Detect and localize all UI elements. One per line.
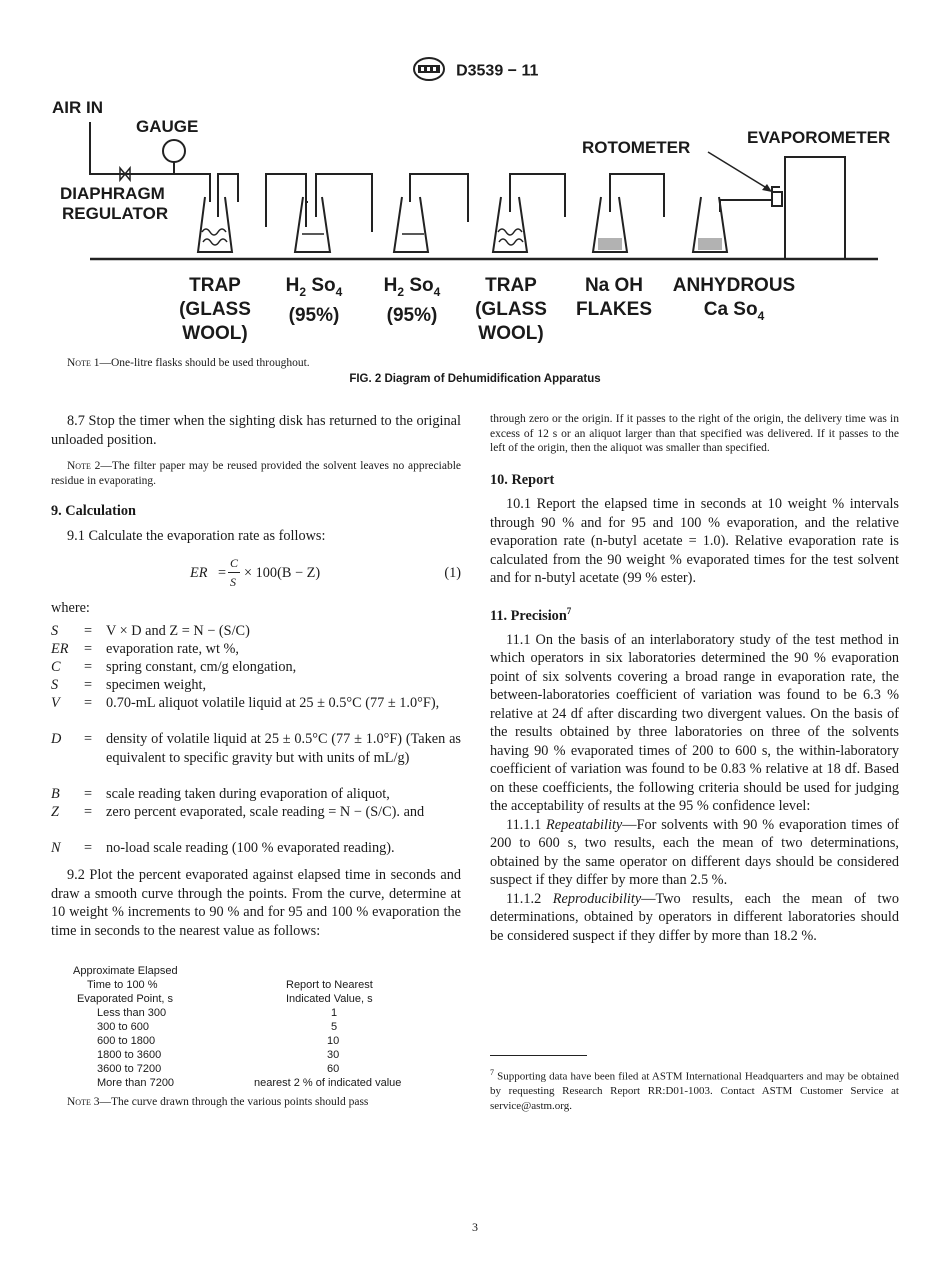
right-column <box>490 412 899 945</box>
table-cell: 600 to 1800 <box>97 1035 156 1047</box>
def-row: B = scale reading taken during evaporation of aliquot, <box>51 786 390 802</box>
para-10-1: 10.1 Report the elapsed time in seconds at 10 weight % intervals through 90 % and for 95 and 100 % evaporation, and the relative evaporation rate (n-butyl acetate = 1.0). Relative evaporation rate is calculated from the 90 weight % evaporated times for the test solvent and for n-butyl acetate (99 % ester). <box>490 496 899 586</box>
note-3-continued: through zero or the origin. If it passes to the right of the origin, the delivery time was in excess of 12 s or an aliquot larger than that specified was delivered. If it passes to the left of the origin, then the aliquot was smaller than specified. <box>490 413 899 454</box>
para-11-1: 11.1 On the basis of an interlaboratory study of the test method in which operators in six laboratories determined the 90 % evaporation point of six solvents covering a broad range in evaporation rate, the between-laboratories coefficient of variation was found to be 6.3 % relative at 24 df after discarding two divergent values. On the basis of the results obtained by three laboratories on three of the solvents having 90 % evaporated times of 200 to 600 s, the within-laboratory coefficient of variation was found to be 0.83 % relative at 18 df. Based on these coefficients, the following criteria should be used for judging the acceptability of results at the 95 % confidence level: <box>490 631 899 815</box>
table-cell: Less than 300 <box>97 1007 167 1019</box>
evaporometer-icon <box>785 157 845 259</box>
section-11-heading: 11. Precision$^7$ <box>490 605 572 624</box>
table-header: Approximate Elapsed <box>73 965 178 977</box>
flask-label-trap-1: TRAP (GLASS WOOL) <box>179 275 251 344</box>
para-11-1-2: 11.1.2 Reproducibility—Two results, each the mean of two determinations, obtained by operators in different laboratories should be considered suspect if they differ by more than 18.2 %. <box>490 890 899 944</box>
def-row: S = V × D and Z = N − (S/C) <box>51 623 250 639</box>
page-header <box>0 56 950 87</box>
table-header: Report to Nearest <box>286 979 373 991</box>
label-gauge: GAUGE <box>136 117 199 136</box>
footnote-divider <box>490 1055 587 1056</box>
dehumidification-diagram <box>50 92 920 352</box>
def-row: D = density of volatile liquid at 25 ± 0.5°C (77 ± 1.0°F) (Taken as equivalent to specific gravity but with units of mL/g) <box>51 731 461 766</box>
label-evaporometer: EVAPOROMETER <box>747 128 891 147</box>
flask-1 <box>198 197 232 252</box>
table-cell: 10 <box>327 1035 340 1047</box>
table-cell: 300 to 600 <box>97 1021 149 1033</box>
table-header: Indicated Value, s <box>286 993 373 1005</box>
page-number: 3 <box>472 1220 478 1234</box>
para-11-1-1: 11.1.1 Repeatability—For solvents with 90 % evaporation times of 200 to 600 s, two results, each the mean of two determinations, obtained by the same operator on different days should be considered suspect if they differ by more than 2.5 %. <box>490 816 899 889</box>
label-regulator: REGULATOR <box>62 204 169 223</box>
def-row: S = specimen weight, <box>51 677 207 693</box>
rotometer-icon <box>772 192 782 206</box>
table-cell: 5 <box>331 1021 338 1033</box>
footnote-7: $^7$ Supporting data have been filed at ASTM International Headquarters and may be obtained by requesting Research Report RR:D01-1003. Contact ASTM Customer Service at service@astm.org. <box>490 1068 899 1112</box>
label-rotometer: ROTOMETER <box>582 138 691 157</box>
equation-1: ER = C S × 100(B − Z) (1) <box>190 556 461 589</box>
table-header: Time to 100 % <box>87 979 158 991</box>
def-row: C = spring constant, cm/g elongation, <box>51 659 297 675</box>
left-column-top <box>51 412 461 545</box>
section-9-heading: 9. Calculation <box>51 503 136 519</box>
astm-logo-icon <box>412 56 446 87</box>
figure-note-1: Note 1—One-litre flasks should be used throughout. <box>67 357 310 369</box>
document-number: D3539 − 11 <box>456 62 539 80</box>
table-cell: 1800 to 3600 <box>97 1049 162 1061</box>
section-10-heading: 10. Report <box>490 471 555 488</box>
report-precision-table <box>51 964 461 1089</box>
label-air-in: AIR IN <box>52 98 103 117</box>
table-cell: 60 <box>327 1063 340 1075</box>
def-row: Z = zero percent evaporated, scale reading = N − (S/C). and <box>51 804 425 820</box>
flask-label-trap-2: TRAP (GLASS WOOL) <box>475 275 547 344</box>
flask-3 <box>394 197 428 252</box>
where-label: where: <box>51 600 90 616</box>
left-column-mid <box>51 866 461 940</box>
table-cell: 30 <box>327 1049 340 1061</box>
para-9-2: 9.2 Plot the percent evaporated against elapsed time in seconds and draw a smooth curve through the points. From the curve, determine at 10 weight % increments to 90 % and for 95 and 100 % evaporation the time in seconds to the nearest value as follows: <box>51 867 461 939</box>
para-9-1: 9.1 Calculate the evaporation rate as follows: <box>67 527 326 544</box>
def-row: N = no-load scale reading (100 % evaporated reading). <box>51 840 395 856</box>
table-header: Evaporated Point, s <box>77 993 174 1005</box>
para-8-7: 8.7 Stop the timer when the sighting disk has returned to the original unloaded position. <box>51 413 461 448</box>
note-2: Note 2—The filter paper may be reused provided the solvent leaves no appreciable residue in evaporating. <box>51 460 461 487</box>
figure-caption: FIG. 2 Diagram of Dehumidification Apparatus <box>349 373 601 385</box>
flask-2 <box>295 197 330 252</box>
label-diaphragm: DIAPHRAGM <box>60 184 165 203</box>
def-row: V = 0.70-mL aliquot volatile liquid at 25 ± 0.5°C (77 ± 1.0°F), <box>51 695 440 711</box>
flask-label-caso4: ANHYDROUS Ca $So_4$ <box>672 275 796 323</box>
flask-label-h2so4-1: $H_2$ $So_4$ (95%) <box>285 275 343 326</box>
flask-label-h2so4-2: $H_2$ $So_4$ (95%) <box>383 275 441 326</box>
note-3: Note 3—The curve drawn through the various points should pass <box>67 1096 369 1108</box>
table-cell: nearest 2 % of indicated value <box>254 1077 402 1089</box>
table-cell: 1 <box>331 1007 338 1019</box>
equation-number: (1) <box>444 565 461 581</box>
flask-label-naoh: Na OH FLAKES <box>576 275 652 320</box>
table-cell: 3600 to 7200 <box>97 1063 162 1075</box>
table-cell: More than 7200 <box>97 1077 175 1089</box>
def-row: ER = evaporation rate, wt %, <box>51 641 239 657</box>
